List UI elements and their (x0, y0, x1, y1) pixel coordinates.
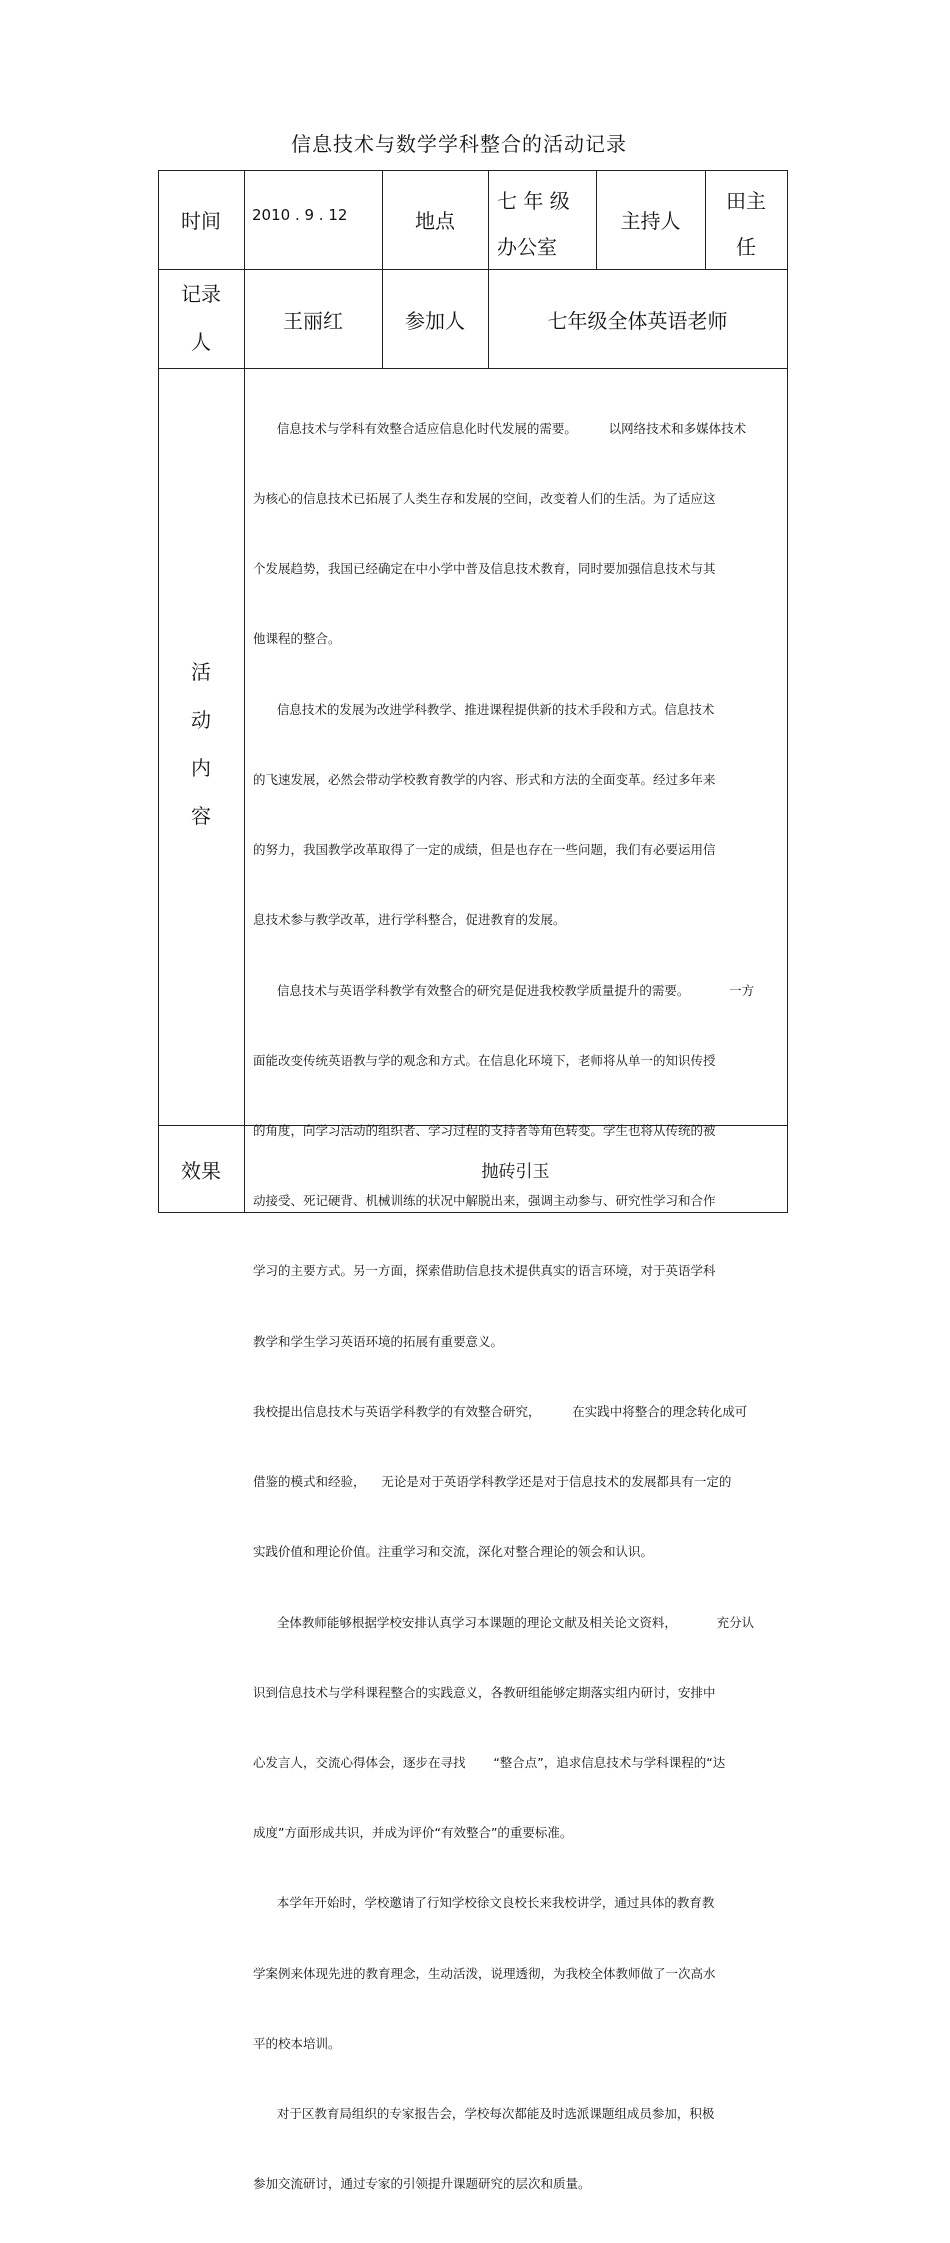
content-line: 借鉴的模式和经验， 无论是对于英语学科教学还是对于信息技术的发展都具有一定的 (253, 1474, 732, 1490)
host-value-line1: 田主 (726, 189, 766, 213)
content-line: 学案例来体现先进的教育理念，生动活泼，说理透彻，为我校全体教师做了一次高水 (253, 1965, 716, 1981)
content-line: 动接受、死记硬背、机械训练的状况中解脱出来，强调主动参与、研究性学习和合作 (253, 1193, 716, 1209)
document-title: 信息技术与数学学科整合的活动记录 (291, 132, 627, 156)
content-line: 成度”方面形成共识，并成为评价“有效整合”的重要标准。 (253, 1825, 573, 1841)
recorder-value: 王丽红 (283, 308, 343, 333)
host-label: 主持人 (620, 209, 681, 233)
place-value (497, 178, 593, 270)
place-label: 地点 (415, 209, 455, 233)
content-line: 我校提出信息技术与英语学科教学的有效整合研究， 在实践中将整合的理念转化成可 (253, 1403, 748, 1419)
content-line: 的角度，向学习活动的组织者、学习过程的支持者等角色转变。学生也将从传统的被 (253, 1123, 716, 1138)
content-line: 平的校本培训。 (253, 2035, 341, 2051)
content-line: 信息技术与英语学科教学有效整合的研究是促进我校教学质量提升的需要。 一方 (253, 982, 755, 998)
content-line: 的努力，我国教学改革取得了一定的成绩，但是也存在一些问题，我们有必要运用信 (253, 842, 716, 858)
content-line: 的飞速发展，必然会带动学校教育教学的内容、形式和方法的全面变革。经过多年来 (253, 771, 716, 787)
content-line: 识到信息技术与学科课程整合的实践意义，各教研组能够定期落实组内研讨，安排中 (253, 1684, 716, 1700)
activity-content-label (158, 648, 244, 840)
participants-label: 参加人 (405, 308, 465, 333)
content-line: 息技术参与教学改革，进行学科整合，促进教育的发展。 (253, 912, 566, 928)
place-value-line2: 办公室 (497, 235, 557, 259)
content-line: 对于区教育局组织的专家报告会，学校每次都能及时选派课题组成员参加，积极 (253, 2106, 715, 2122)
activity-label-char: 内 (191, 756, 211, 780)
effect-value: 抛砖引玉 (481, 1161, 550, 1182)
content-line: 实践价值和理论价值。注重学习和交流，深化对整合理论的领会和认识。 (253, 1544, 654, 1560)
effect-label: 效果 (181, 1158, 221, 1183)
activity-content-text (253, 370, 783, 2243)
content-line: 全体教师能够根据学校安排认真学习本课题的理论文献及相关论文资料， 充分认 (253, 1614, 755, 1630)
time-label: 时间 (181, 209, 221, 233)
content-line: 心发言人，交流心得体会，逐步在寻找 “整合点”，追求信息技术与学科课程的“达 (253, 1754, 726, 1770)
recorder-label-line1: 记录 (181, 282, 221, 306)
place-value-line1: 七 年 级 (497, 189, 570, 213)
content-line: 个发展趋势，我国已经确定在中小学中普及信息技术教育，同时要加强信息技术与其 (253, 561, 716, 577)
host-value-line2: 任 (736, 235, 756, 259)
participants-value: 七年级全体英语老师 (547, 308, 728, 333)
row-divider (158, 368, 788, 369)
content-line: 参加交流研讨，通过专家的引领提升课题研究的层次和质量。 (253, 2176, 591, 2192)
activity-label-char: 容 (191, 804, 211, 828)
content-line: 教学和学生学习英语环境的拓展有重要意义。 (253, 1333, 504, 1349)
activity-label-char: 动 (191, 708, 211, 732)
content-line: 信息技术与学科有效整合适应信息化时代发展的需要。 以网络技术和多媒体技术 (253, 420, 747, 436)
content-line: 本学年开始时，学校邀请了行知学校徐文良校长来我校讲学，通过具体的教育教 (253, 1895, 715, 1911)
content-line: 他课程的整合。 (253, 631, 341, 647)
recorder-label-line2: 人 (191, 330, 211, 354)
time-value: 2010 . 9 . 12 (252, 206, 348, 224)
activity-label-char: 活 (191, 660, 211, 684)
host-value (705, 178, 787, 270)
content-line: 为核心的信息技术已拓展了人类生存和发展的空间，改变着人们的生活。为了适应这 (253, 491, 716, 507)
table-border-right (787, 170, 788, 1213)
content-line: 面能改变传统英语教与学的观念和方式。在信息化环境下，老师将从单一的知识传授 (253, 1052, 716, 1068)
content-line: 学习的主要方式。另一方面，探索借助信息技术提供真实的语言环境，对于英语学科 (253, 1263, 716, 1279)
content-line: 信息技术的发展为改进学科教学、推进课程提供新的技术手段和方式。信息技术 (253, 701, 715, 717)
recorder-label (158, 270, 244, 368)
